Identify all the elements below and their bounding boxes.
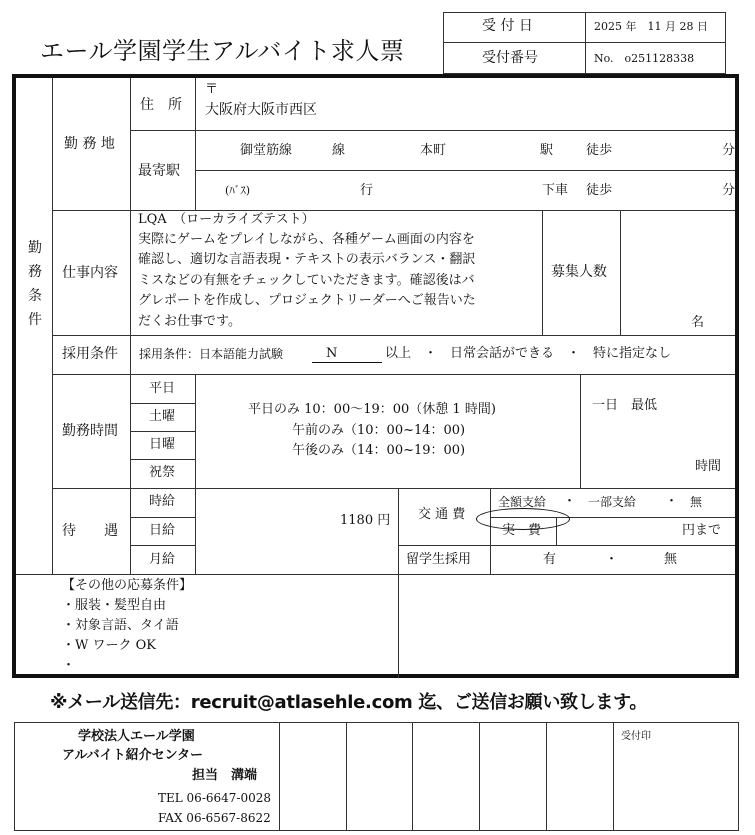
recruit-count-label: 募集人数 [551, 264, 607, 280]
transport-dot-1: ・ [563, 494, 577, 509]
hiring-level: N [326, 346, 338, 361]
other-item-1: ・服装・髪型自由 [62, 598, 167, 613]
transport-none: 無 [690, 495, 703, 509]
job-line-3: 確認し、適切な言語表現・テキストの表示バランス・翻訳 [138, 252, 476, 267]
pay-label: 待 遇 [62, 523, 118, 539]
hours-line-3: 午後のみ（14：00~19：00) [292, 443, 466, 458]
alight-label: 下車 [542, 183, 569, 198]
other-item-4: ・ [62, 658, 76, 673]
form-title: エール学園学生アルバイト求人票 [40, 37, 405, 65]
intl-yes: 有 [543, 552, 557, 567]
hiring-label: 採用条件 [62, 346, 118, 362]
minute-label: 分 [722, 143, 736, 158]
day-weekday: 平日 [149, 381, 176, 396]
minute-label-2: 分 [722, 183, 736, 198]
intl-no: 無 [664, 552, 678, 567]
day-saturday: 土曜 [149, 409, 176, 424]
line-name: 御堂筋線 [240, 143, 293, 158]
pay-daily: 日給 [149, 523, 176, 538]
transport-dot-2: ・ [665, 494, 679, 509]
transport-partial: 一部支給 [588, 495, 637, 509]
footer-org-2: アルバイト紹介センター [62, 748, 204, 763]
address-value: 大阪府大阪市西区 [205, 102, 317, 118]
intl-student-label: 留学生採用 [406, 552, 472, 567]
job-line-5: グレポートを作成し、プロジェクトリーダーへご報告いた [138, 293, 476, 308]
bus-label: (ﾊﾞｽ) [225, 184, 251, 197]
email-notice: ※メール送信先：recruit@atlasehle.com 迄、ご送信お願い致します。 [50, 692, 648, 713]
footer-fax: FAX 06-6567-8622 [158, 811, 271, 825]
receipt-date-label: 受 付 日 [482, 18, 533, 34]
hours-line-1: 平日のみ 10：00〜19：00（休憩 1 時間) [248, 402, 496, 417]
stamp-label: 受付印 [621, 731, 651, 742]
address-label: 住 所 [140, 97, 182, 113]
day-sunday: 日曜 [149, 437, 176, 452]
pay-amount: 1180 円 [340, 513, 391, 528]
other-item-3: ・W ワーク OK [62, 638, 156, 653]
hours-label: 勤務時間 [62, 423, 118, 439]
receipt-no-label: 受付番号 [482, 50, 538, 66]
day-holiday: 祝祭 [149, 465, 176, 480]
pay-hourly: 時給 [149, 494, 176, 509]
bus-for: 行 [360, 183, 374, 198]
other-item-2: ・対象言語、タイ語 [62, 618, 179, 633]
walk-label: 徒歩 [586, 143, 613, 158]
footer-tel: TEL 06-6647-0028 [158, 791, 272, 805]
station-suffix: 駅 [540, 143, 554, 158]
min-hours-label: 一日 最低 [592, 398, 658, 413]
line-suffix: 線 [332, 143, 346, 158]
station-name: 本町 [420, 143, 447, 158]
hours-line-2: 午前のみ（10：00~14：00) [292, 423, 466, 438]
hiring-suffix: 以上 ・ 日常会話ができる ・ 特に指定なし [385, 346, 672, 361]
job-line-6: だくお仕事です。 [138, 314, 241, 329]
transport-full: 全額支給 [498, 495, 547, 509]
receipt-no-value: No. o251128338 [594, 52, 695, 65]
footer-org-1: 学校法人エール学園 [78, 729, 195, 744]
job-line-1: LQA （ローカライズテスト） [138, 212, 315, 227]
job-label: 仕事内容 [62, 265, 118, 281]
walk-label-2: 徒歩 [586, 183, 613, 198]
footer-person: 担当 溝端 [192, 768, 258, 783]
recruit-count-unit: 名 [691, 315, 705, 330]
intl-dot: ・ [605, 552, 619, 567]
pay-monthly: 月給 [149, 552, 176, 567]
section-label-work-conditions: 勤務条件 [28, 240, 42, 328]
transport-actual-unit: 円まで [682, 523, 722, 538]
hours-unit: 時間 [695, 459, 722, 474]
workplace-label: 勤 務 地 [64, 136, 115, 152]
other-title: 【その他の応募条件】 [62, 578, 193, 593]
station-label: 最寄駅 [138, 163, 180, 179]
job-line-2: 実際にゲームをプレイしながら、各種ゲーム画面の内容を [138, 232, 475, 247]
receipt-date-value: 2025 年 11 月 28 日 [594, 20, 708, 33]
transport-label: 交 通 費 [418, 507, 466, 522]
hiring-prefix: 採用条件：日本語能力試験 [139, 347, 284, 361]
job-line-4: ミスなどの有無をチェックしていただきます。確認後はバ [138, 273, 475, 288]
transport-actual-label: 実 費 [502, 523, 542, 538]
postal-mark: 〒 [205, 82, 219, 97]
